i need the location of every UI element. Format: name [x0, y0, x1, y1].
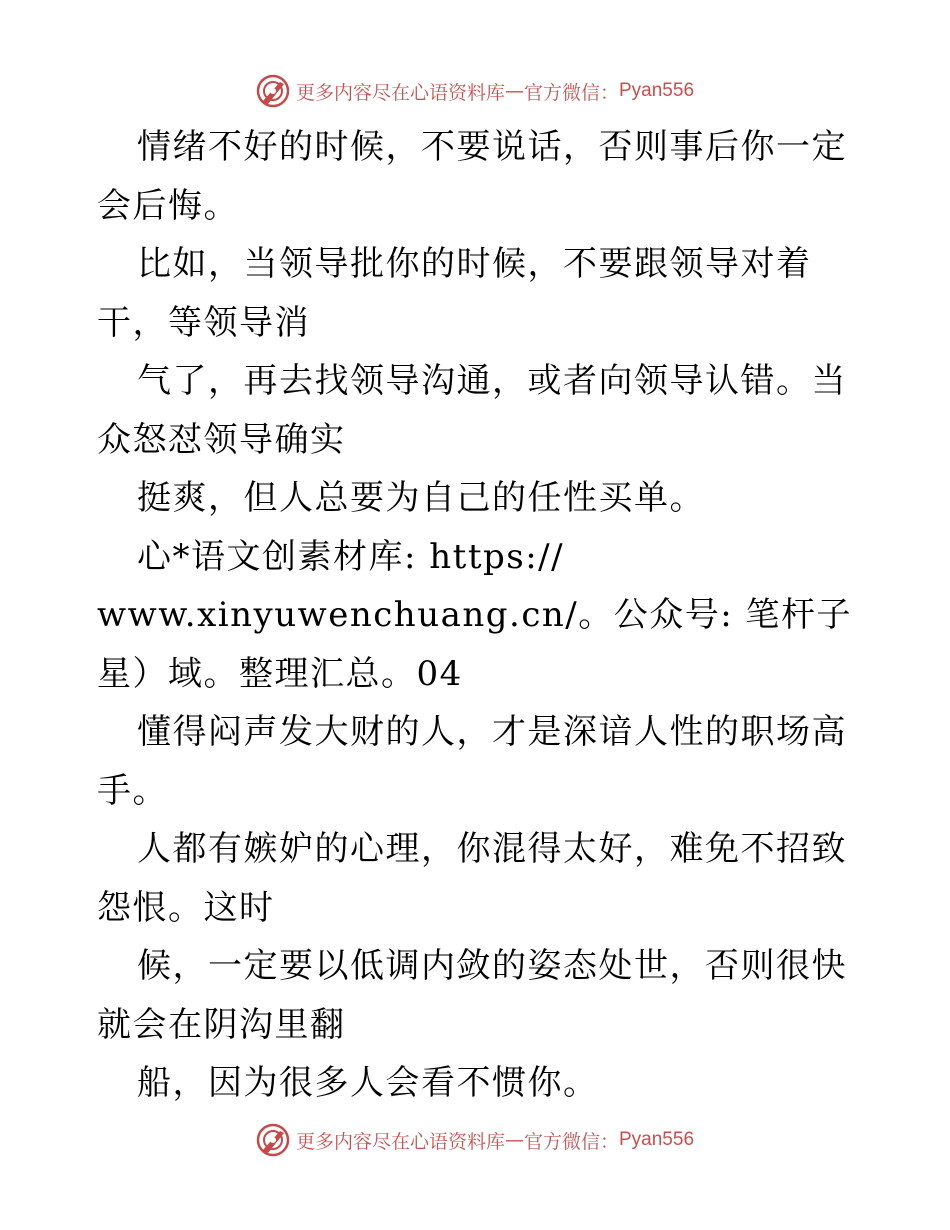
paragraph-4: 挺爽，但人总要为自己的任性买单。	[137, 478, 705, 518]
paragraph-6: www.xinyuwenchuang.cn/。公众号: 笔杆子星）域。整理汇总。04	[97, 595, 852, 694]
footer-wechat-id: Pyan556	[619, 1129, 695, 1150]
brand-logo-icon	[256, 1123, 290, 1157]
header-brand-text: 更多内容尽在心语资料库	[295, 81, 505, 104]
paragraph-10: 船，因为很多人会看不惯你。	[137, 1063, 599, 1103]
footer-banner	[0, 1120, 950, 1160]
header-sub-text: 官方微信：	[523, 81, 619, 104]
paragraph-1: 情绪不好的时候，不要说话，否则事后你一定会后悔。	[97, 127, 847, 226]
paragraph-3: 气了，再去找领导沟通，或者向领导认错。当众怒怼领导确实	[97, 361, 847, 460]
header-banner	[0, 71, 950, 111]
document-body	[97, 118, 857, 1113]
header-wechat-id: Pyan556	[619, 80, 695, 101]
footer-separator: —	[504, 1129, 524, 1151]
footer-brand-text: 更多内容尽在心语资料库	[295, 1130, 505, 1153]
paragraph-2: 比如，当领导批你的时候，不要跟领导对着干，等领导消	[97, 244, 812, 343]
paragraph-8: 人都有嫉妒的心理，你混得太好，难免不招致怨恨。这时	[97, 829, 847, 928]
paragraph-5: 心*语文创素材库: https://	[137, 536, 565, 577]
header-separator: —	[504, 80, 524, 102]
paragraph-7: 懂得闷声发大财的人，才是深谙人性的职场高手。	[97, 712, 847, 811]
paragraph-9: 候，一定要以低调内敛的姿态处世，否则很快就会在阴沟里翻	[97, 946, 847, 1045]
brand-logo-icon	[256, 74, 290, 108]
footer-sub-text: 官方微信：	[523, 1130, 619, 1153]
